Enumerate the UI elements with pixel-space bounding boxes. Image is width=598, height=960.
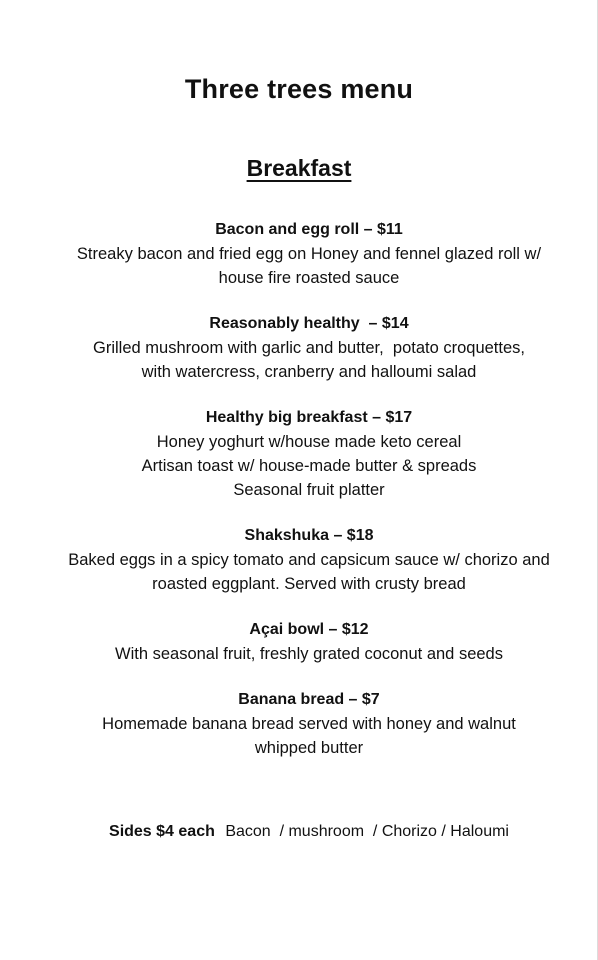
sides-options: Bacon / mushroom / Chorizo / Haloumi [225,823,509,840]
menu-item-description: Seasonal fruit platter [233,481,385,499]
menu-item-name: Shakshuka – $18 [244,527,374,544]
menu-item-name: Banana bread – $7 [238,691,380,708]
menu-item-name: Açai bowl – $12 [249,621,369,638]
menu-item [30,688,588,760]
menu-item-description: Homemade banana bread served with honey and walnut [102,715,516,733]
menu-title: Three trees menu [184,74,414,104]
menu-items-list [30,218,588,782]
menu-item-description: with watercress, cranberry and halloumi salad [141,363,477,381]
menu-item-description: house fire roasted sauce [218,269,400,287]
menu-item-description: With seasonal fruit, freshly grated coconut and seeds [115,645,503,663]
menu-item [30,218,588,290]
menu-item-name: Bacon and egg roll – $11 [215,221,403,238]
menu-item [30,406,588,502]
menu-item-description: Grilled mushroom with garlic and butter, potato croquettes, [93,339,525,357]
section-heading-breakfast: Breakfast [246,155,352,181]
menu-item-name: Reasonably healthy – $14 [209,315,409,332]
menu-item-description: roasted eggplant. Served with crusty bread [152,575,466,593]
sides-line [30,820,588,844]
menu-item [30,618,588,666]
menu-item-description: Honey yoghurt w/house made keto cereal [156,433,462,451]
menu-item-description: Baked eggs in a spicy tomato and capsicum sauce w/ chorizo and [68,551,550,569]
menu-item-description: Artisan toast w/ house-made butter & spreads [141,457,477,475]
menu-item-description: whipped butter [254,739,364,757]
menu-item [30,312,588,384]
menu-item-name: Healthy big breakfast – $17 [205,409,413,426]
menu-item [30,524,588,596]
menu-item-description: Streaky bacon and fried egg on Honey and fennel glazed roll w/ [76,245,542,263]
sides-label: Sides $4 each [109,823,215,840]
